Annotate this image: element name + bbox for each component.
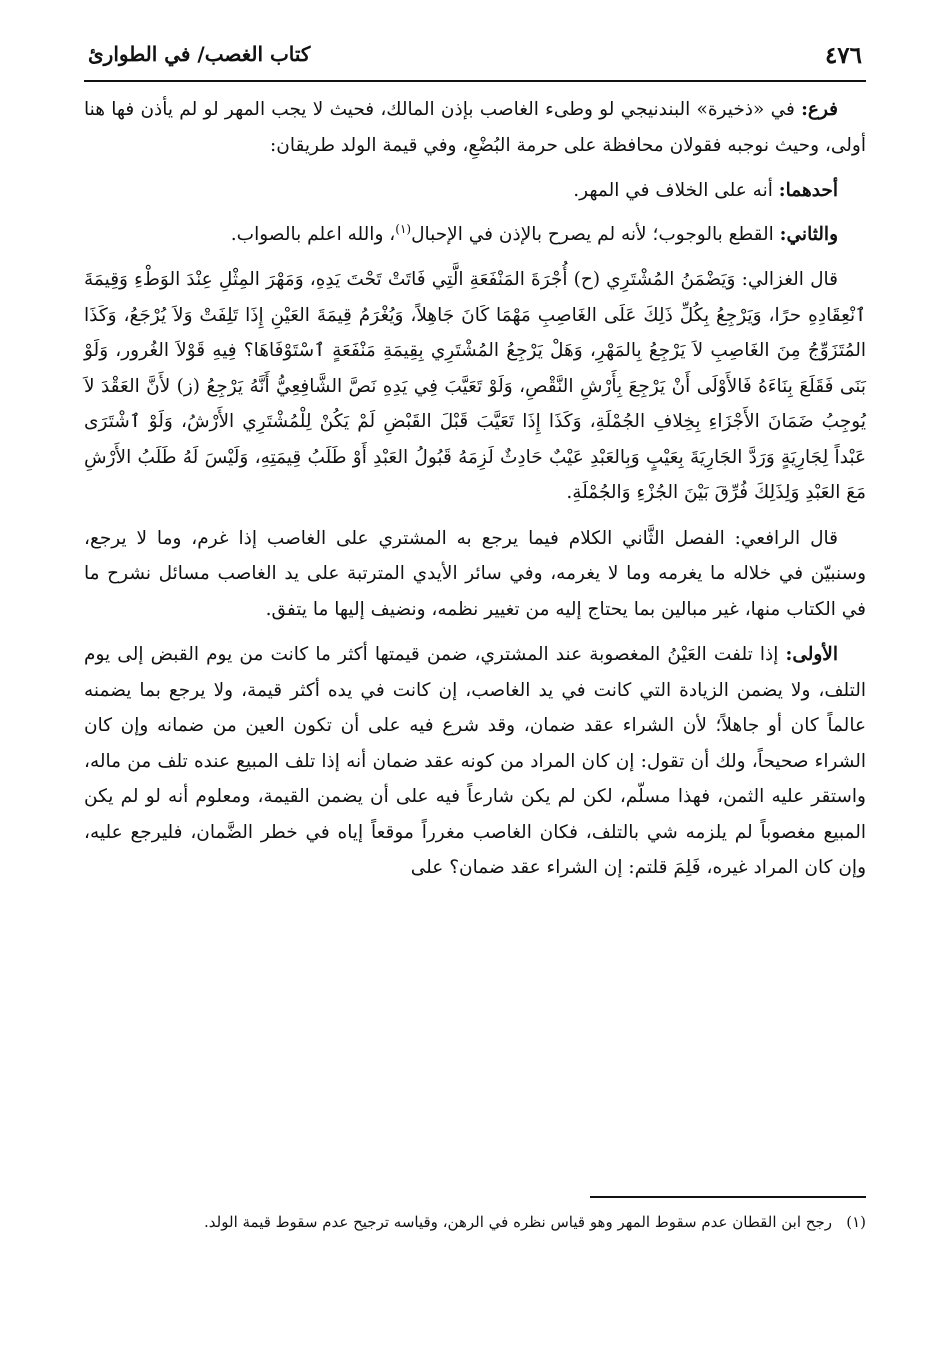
first-way-label: أحدهما: bbox=[778, 180, 838, 201]
paragraph-first-way bbox=[84, 173, 866, 209]
paragraph-rafii-commentary bbox=[84, 521, 866, 628]
footnote-number: (١) bbox=[846, 1213, 866, 1231]
paragraph-branch bbox=[84, 92, 866, 163]
footnote bbox=[84, 1208, 866, 1236]
document-page bbox=[84, 30, 866, 1330]
first-issue-text: إذا تلفت العَيْنُ المغصوبة عند المشتري، ضمن قيمتها أكثر ما كانت من يوم القبض إلى يوم التلف، ولا يضمن الزيادة التي كانت في يد الغاصب، إن كانت في يده أكثر قيمة، ولا يرجع بما يضمنه عالماً كان أو جاهلاً؛ لأن الشراء عقد ضمان، وقد شرع فيه على أن تكون العين من ضمانه وإن كان الشراء صحيحاً، ولك أن تقول: إن كان المراد من كونه عقد ضمان أنه إذا تلف المبيع عنده تلف من ماله، واستقر عليه الثمن، فهذا مسلّم، لكن لم يكن شارعاً فيه على أن يضمن القيمة، ومعلوم أنه لو لم يكن المبيع مغصوباً لم يلزمه شي بالتلف، فكان الغاصب مغرراً موقعاً إياه في خطر الضَّمان، فليرجع عليه، وإن كان المراد غيره، فَلِمَ قلتم: إن الشراء عقد ضمان؟ على bbox=[84, 644, 866, 878]
page-body bbox=[84, 92, 866, 896]
branch-text: في «ذخيرة» البندنيجي لو وطىء الغاصب بإذن المالك، فحيث لا يجب المهر لو لم يأذن فها هنا أولى، وحيث نوجبه فقولان محافظة على حرمة البُضْعِ، وفي قيمة الولد طريقان: bbox=[84, 99, 866, 156]
rafii-text: قال الرافعي: الفصل الثَّاني الكلام فيما يرجع به المشتري على الغاصب إذا غرم، وما لا يرجع، وسنبيّن في خلاله ما يغرمه وما لا يغرمه، وفي سائر الأيدي المترتبة على يد الغاصب مسائل نشرح ما في الكتاب منها، غير مبالين بما يحتاج إليه من تغيير نظمه، ونضيف إليها ما يتفق. bbox=[84, 527, 866, 620]
ghazali-text: وَيَضْمَنُ المُشْتَرِي (ح) أُجْرَةَ المَنْفَعَةِ الَّتِي فَاتَتْ تَحْتَ يَدِهِ، وَمَهْرَ المِثْلِ عِنْدَ الوَطْءِ وَقِيمَةَ ٱنْعِقَادِهِ حرًا، وَيَرْجِعُ بِكُلِّ ذَلِكَ عَلَى الغَاصِبِ مَهْمَا كَانَ جَاهِلاً، وَيُغْرَمُ قِيمَةَ العَيْنِ إِذَا تَلِفَتْ وَلاَ يُرْجَعُ، وَكَذَا المُتَزَوِّجُ مِنَ الغَاصِبِ لاَ يَرْجِعُ بِالمَهْرِ، وَهَلْ يَرْجِعُ المُشْتَرِي بِقِيمَةِ مَنْفَعَةٍ ٱسْتَوْفَاهَا؟ فِيهِ قَوْلاَ الغُرور، وَلَوْ بَنَى فَقَلَعَ بِنَاءَهُ فَالأَوْلَى أَنْ يَرْجِعَ بِأَرْشِ النَّقْصِ، وَلَوْ تَعَيَّبَ فِي يَدِهِ نَصَّ الشَّافِعِيُّ أَنَّهُ يَرْجِعُ (ز) لأَنَّ العَقْدَ لاَ يُوجِبُ ضَمَانَ الأَجْزَاءِ بِخِلافِ الجُمْلَةِ، وَكَذَا إِذَا تَعَيَّبَ قَبْلَ القَبْضِ لَمْ يَكُنْ لِلْمُشْتَرِي الأَرْشُ، وَلَوْ ٱشْتَرَى عَبْداً لِجَارِيَةٍ وَرَدَّ الجَارِيَةَ بِعَيْبٍ وَبِالعَبْدِ عَيْبٌ حَادِثٌ لَزِمَهُ قَبُولُ العَبْدِ أَوْ طَلَبُ قِيمَتِهِ، وَلَيْسَ لَهُ طَلَبُ الأَرْشِ مَعَ العَبْدِ وَلِذَلِكَ فُرِّقَ بَيْنَ الجُزْءِ وَالجُمْلَةِ. bbox=[84, 269, 866, 503]
footnote-rule bbox=[590, 1196, 866, 1198]
running-title: كتاب الغصب/ في الطوارئ bbox=[88, 42, 311, 66]
paragraph-ghazali-quote bbox=[84, 262, 866, 511]
second-way-label: والثاني: bbox=[779, 223, 838, 245]
header-rule bbox=[84, 80, 866, 82]
footnote-reference: (١) bbox=[395, 221, 412, 236]
paragraph-first-issue bbox=[84, 637, 866, 886]
footnotes bbox=[84, 1208, 866, 1236]
branch-label: فرع: bbox=[801, 99, 838, 120]
ghazali-intro: قال الغزالي: bbox=[735, 269, 838, 290]
footnote-text: رجح ابن القطان عدم سقوط المهر وهو قياس نظره في الرهن، وقياسه ترجيح عدم سقوط قيمة الولد. bbox=[204, 1213, 832, 1231]
page-header bbox=[84, 30, 866, 78]
first-way-text: أنه على الخلاف في المهر. bbox=[573, 180, 779, 201]
first-issue-label: الأولى: bbox=[785, 644, 838, 665]
second-way-text: القطع بالوجوب؛ لأنه لم يصرح بالإذن في الإحبال bbox=[411, 223, 780, 245]
paragraph-second-way bbox=[84, 217, 866, 253]
page-number: ٤٧٦ bbox=[824, 42, 862, 69]
second-way-text-end: ، والله اعلم بالصواب. bbox=[230, 223, 396, 245]
